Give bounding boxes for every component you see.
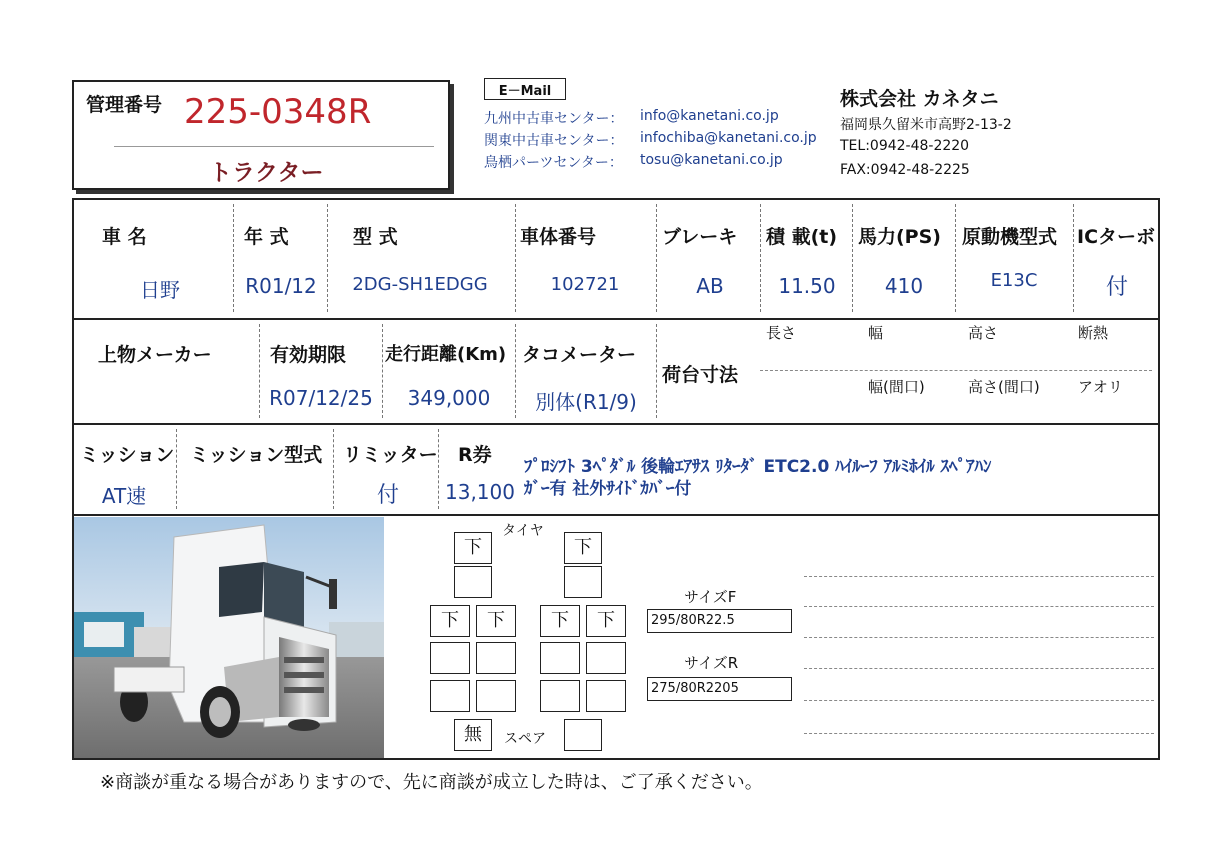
row-divider [72, 514, 1160, 516]
value-r-ken: 13,100 [445, 480, 515, 504]
management-number: 225-0348R [184, 92, 372, 132]
label-mission-type: ミッション型式 [190, 444, 323, 466]
cargo-height-opening: 高さ(間口) [968, 378, 1040, 396]
label-year: 年 式 [244, 226, 289, 248]
contact-center: 九州中古車センター： [484, 111, 624, 127]
value-expiry: R07/12/25 [269, 386, 373, 410]
label-mileage: 走行距離(Km) [385, 344, 507, 365]
tire-label: タイヤ [502, 523, 544, 539]
vehicle-type: トラクター [209, 160, 324, 186]
options-line: ﾌﾟﾛｼﾌﾄ 3ﾍﾟﾀﾞﾙ 後輪ｴｱｻｽ ﾘﾀｰﾀﾞ ETC2.0 ﾊｲﾙｰﾌ ｱﾙﾐﾎｲﾙ ｽﾍﾟｱﾊﾝ [524, 457, 992, 477]
label-tachometer: タコメーター [522, 344, 637, 366]
value-brake: AB [696, 274, 724, 298]
value-limiter: 付 [376, 483, 399, 508]
label-r-ken: R券 [458, 444, 492, 466]
tire-rear-4: 下 [586, 605, 626, 637]
tire-rear-blank [586, 680, 626, 712]
label-model: 型 式 [353, 226, 398, 248]
cargo-width: 幅 [868, 324, 884, 342]
tire-rear-blank [586, 642, 626, 674]
footer-note: ※商談が重なる場合がありますので、先に商談が成立した時は、ご了承ください。 [100, 772, 763, 793]
label-load-capacity: 積 載(t) [766, 226, 838, 248]
value-mileage: 349,000 [407, 386, 491, 410]
size-r-label: サイズR [684, 654, 739, 672]
label-engine-model: 原動機型式 [962, 226, 1058, 248]
size-f-value: 295/80R22.5 [647, 609, 792, 633]
contact-center: 鳥栖パーツセンター： [484, 155, 623, 171]
header-divider [114, 146, 434, 147]
label-chassis-number: 車体番号 [520, 226, 597, 248]
tire-rear-blank [430, 680, 470, 712]
spare-label: スペア [504, 731, 546, 747]
value-year: R01/12 [245, 274, 317, 298]
company-fax: FAX:0942-48-2225 [840, 162, 970, 178]
row-divider [72, 423, 1160, 425]
tire-rear-blank [430, 642, 470, 674]
size-f-label: サイズF [684, 588, 737, 606]
label-ic-turbo: ICターボ [1077, 226, 1156, 248]
company-tel: TEL:0942-48-2220 [840, 138, 970, 154]
management-number-box [72, 80, 450, 190]
tire-front-right-blank [564, 566, 602, 598]
tire-front-left-blank [454, 566, 492, 598]
options-text [524, 456, 992, 500]
tire-rear-blank [476, 680, 516, 712]
tire-rear-blank [540, 642, 580, 674]
value-chassis-number: 102721 [550, 274, 620, 295]
tire-rear-blank [540, 680, 580, 712]
contact-email[interactable]: info@kanetani.co.jp [640, 108, 779, 124]
email-label-box [484, 78, 566, 100]
value-ic-turbo: 付 [1105, 275, 1128, 300]
label-cargo-dimensions: 荷台寸法 [662, 364, 739, 386]
tire-front-right: 下 [564, 532, 602, 564]
tire-spare-blank [564, 719, 602, 751]
tire-rear-3: 下 [540, 605, 580, 637]
tire-rear-1: 下 [430, 605, 470, 637]
label-horsepower: 馬力(PS) [858, 226, 941, 248]
management-number-label: 管理番号 [86, 94, 163, 116]
label-expiry: 有効期限 [270, 344, 347, 366]
size-r-value: 275/80R2205 [647, 677, 792, 701]
company-address: 福岡県久留米市高野2-13-2 [840, 117, 1012, 133]
email-label: E－Mail [498, 84, 552, 99]
cargo-length: 長さ [766, 324, 797, 342]
label-body-maker: 上物メーカー [98, 344, 212, 366]
value-vehicle-name: 日野 [140, 278, 180, 302]
tire-rear-2: 下 [476, 605, 516, 637]
value-mission: AT速 [101, 484, 147, 508]
row-divider [72, 318, 1160, 320]
label-vehicle-name: 車 名 [102, 226, 147, 248]
tire-front-left: 下 [454, 532, 492, 564]
label-mission: ミッション [80, 444, 175, 466]
value-model: 2DG-SH1EDGG [352, 274, 488, 295]
contact-email[interactable]: tosu@kanetani.co.jp [640, 152, 783, 168]
company-name: 株式会社 カネタニ [840, 88, 999, 110]
label-brake: ブレーキ [662, 226, 738, 248]
tire-spare: 無 [454, 719, 492, 751]
contact-center: 関東中古車センター： [484, 133, 624, 149]
options-line: ｶﾞｰ有 社外ｻｲﾄﾞｶﾊﾞｰ付 [524, 479, 692, 499]
cargo-height: 高さ [968, 324, 999, 342]
cargo-insulation: 断熱 [1078, 324, 1109, 342]
value-engine-model: E13C [990, 270, 1038, 291]
cargo-gate: アオリ [1078, 378, 1123, 396]
truck-photo-illustration [74, 517, 384, 758]
tire-rear-blank [476, 642, 516, 674]
cargo-width-opening: 幅(間口) [868, 378, 925, 396]
label-limiter: リミッター [343, 444, 438, 466]
value-load-capacity: 11.50 [778, 274, 836, 298]
value-horsepower: 410 [884, 274, 924, 298]
cargo-dim-line [760, 370, 1152, 371]
value-tachometer: 別体(R1/9) [535, 390, 637, 414]
truck-photo [74, 517, 384, 758]
contact-email[interactable]: infochiba@kanetani.co.jp [640, 130, 817, 146]
